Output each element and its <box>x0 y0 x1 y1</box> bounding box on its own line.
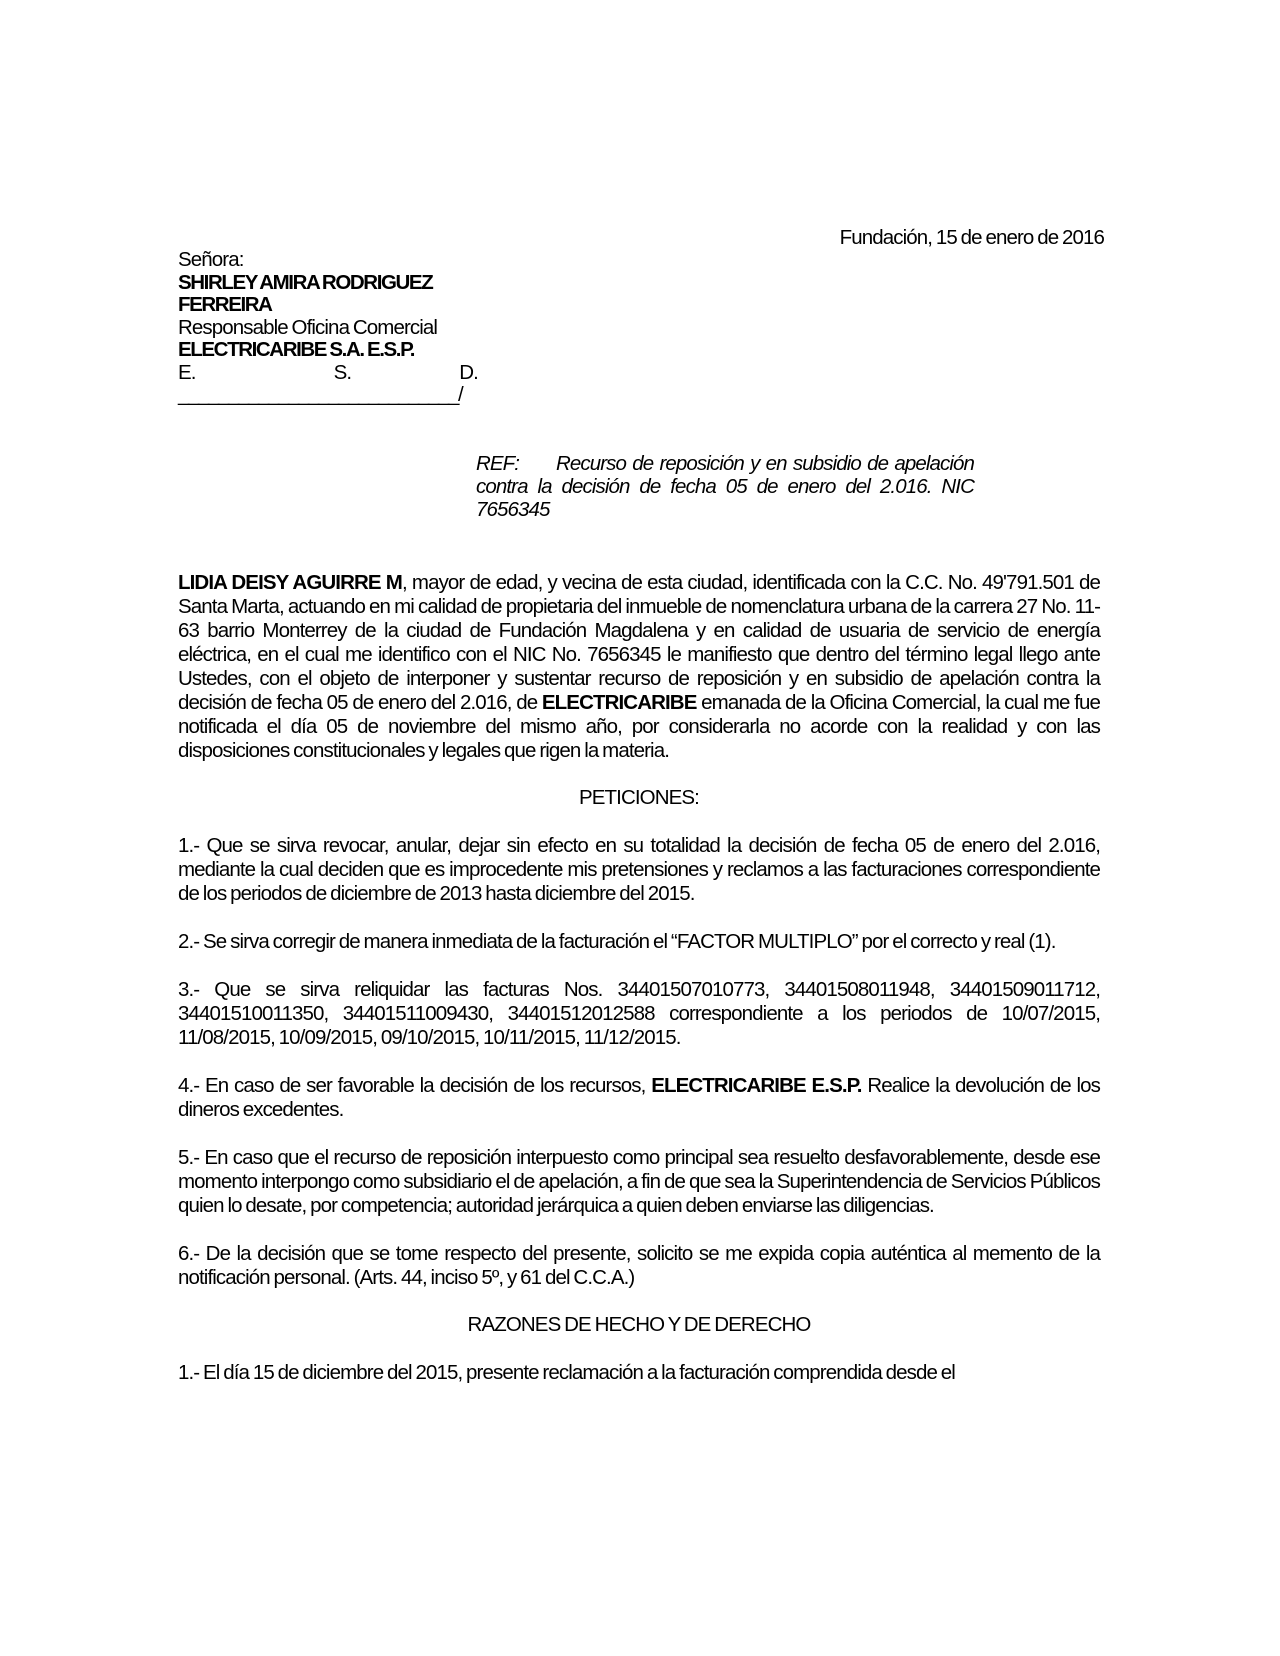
reference-label: REF: <box>476 452 520 475</box>
peticiones-heading: PETICIONES: <box>579 786 699 809</box>
peticion-1: 1.- Que se sirva revocar, anular, dejar sin efecto en su totalidad la decisión de fecha 05 de enero del 2.016, mediante la cual deciden que es improcedente mis pretensiones y reclamos a las facturaciones correspondiente de los periodos de diciembre de 2013 hasta diciembre del 2015. <box>178 834 1100 905</box>
peticion-6: 6.- De la decisión que se tome respecto del presente, solicito se me expida copia auténtica al memento de la notificación personal. (Arts. 44, inciso 5º, y 61 del C.C.A.) <box>178 1242 1100 1289</box>
peticion-4-company: ELECTRICARIBE E.S.P. <box>651 1074 862 1097</box>
esd-line <box>178 362 478 385</box>
intro-company: ELECTRICARIBE <box>541 691 697 714</box>
intro-paragraph <box>178 571 1100 763</box>
addressee-block <box>178 249 508 407</box>
reference-block <box>476 452 974 521</box>
razon-1: 1.- El día 15 de diciembre del 2015, presente reclamación a la facturación comprendida desde el <box>178 1361 955 1384</box>
intro-text-2: emanada de la Oficina Comercial, la cual me fue notificada el día 05 de noviembre del mismo año, por considerarla no acorde con la realidad y con las disposiciones constitucionales y legales que rigen la materia. <box>178 691 1100 762</box>
petitioner-name: LIDIA DEISY AGUIRRE M <box>178 571 402 594</box>
peticion-4-text-b: Realice la devolución de los dineros excedentes. <box>178 1074 1100 1121</box>
peticion-4-text-a: 4.- En caso de ser favorable la decisión de los recursos, <box>178 1074 652 1097</box>
peticion-5: 5.- En caso que el recurso de reposición interpuesto como principal sea resuelto desfavorablemente, desde ese momento interpongo como subsidiario el de apelación, a fin de que sea la Superintendencia de Servicios Públicos quien lo desate, por competencia; autoridad jerárquica a quien deben enviarse las diligencias. <box>178 1146 1100 1217</box>
salutation: Señora: <box>178 248 244 271</box>
razones-heading: RAZONES DE HECHO Y DE DERECHO <box>467 1313 811 1336</box>
reference-text: Recurso de reposición y en subsidio de apelación contra la decisión de fecha 05 de enero del 2.016. NIC 7656345 <box>476 452 974 521</box>
addressee-name: SHIRLEY AMIRA RODRIGUEZ FERREIRA <box>178 270 433 316</box>
letter-date: Fundación, 15 de enero de 2016 <box>839 226 1104 249</box>
esd-s: S. <box>333 360 352 384</box>
peticion-3: 3.- Que se sirva reliquidar las facturas Nos. 34401507010773, 34401508011948, 34401509011712, 34401510011350, 34401511009430, 34401512012588 correspondiente a los periodos de 10/07/2015, 11/08/2015, 10/09/2015, 09/10/2015, 10/11/2015, 11/12/2015. <box>178 978 1100 1049</box>
intro-text-1: , mayor de edad, y vecina de esta ciudad, identificada con la C.C. No. 49'791.501 de Santa Marta, actuando en mi calidad de propietaria del inmueble de nomenclatura urbana de la carrera 27 No. 11-63 barrio Monterrey de la ciudad de Fundación Magdalena y en calidad de usuaria de servicio de energía eléctrica, en el cual me identifico con el NIC No. 7656345 le manifiesto que dentro del término legal llego ante Ustedes, con el objeto de interponer y sustentar recurso de reposición y en subsidio de apelación contra la decisión de fecha 05 de enero del 2.016, de <box>178 571 1100 714</box>
esd-d: D. <box>459 360 478 384</box>
signature-rule: ____________________________/ <box>178 383 463 406</box>
esd-e: E. <box>178 360 196 384</box>
peticion-4 <box>178 1074 1100 1122</box>
addressee-company: ELECTRICARIBE S.A. E.S.P. <box>178 338 415 361</box>
addressee-position: Responsable Oficina Comercial <box>178 315 438 339</box>
letter-body <box>178 571 1100 1385</box>
peticion-2: 2.- Se sirva corregir de manera inmediata de la facturación el “FACTOR MULTIPLO” por el correcto y real (1). <box>178 930 1056 953</box>
